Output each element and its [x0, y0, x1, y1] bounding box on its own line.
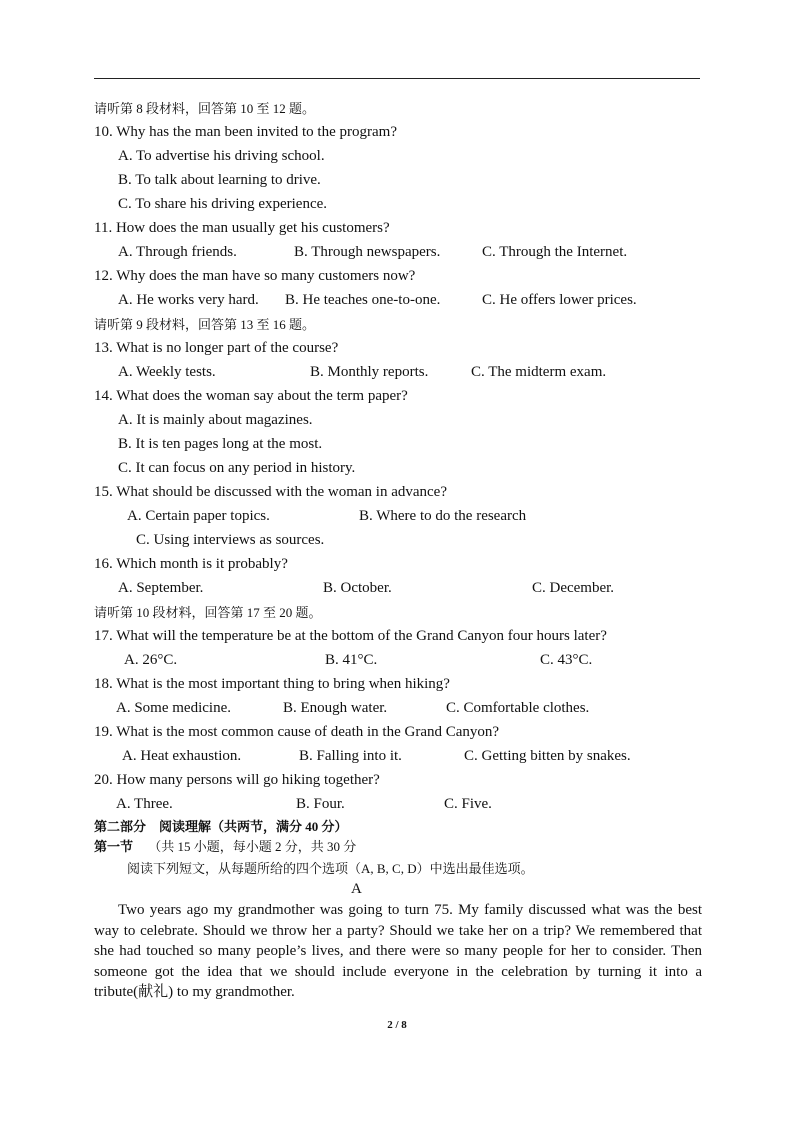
section-one-description: （共 15 小题，每小题 2 分，共 30 分 — [148, 839, 357, 854]
question-10-option-a: A. To advertise his driving school. — [118, 148, 325, 164]
question-15-option-c: C. Using interviews as sources. — [136, 532, 325, 548]
question-12-option-c: C. He offers lower prices. — [482, 292, 637, 308]
question-20-option-a: A. Three. — [116, 796, 173, 812]
question-11-option-b: B. Through newspapers. — [294, 244, 441, 260]
question-10-option-c: C. To share his driving experience. — [118, 196, 328, 212]
question-18-option-c: C. Comfortable clothes. — [446, 700, 590, 716]
question-17-option-b: B. 41°C. — [325, 652, 378, 668]
question-18-option-b: B. Enough water. — [283, 700, 388, 716]
header-rule — [94, 78, 700, 79]
question-20-option-b: B. Four. — [296, 796, 345, 812]
question-11-option-c: C. Through the Internet. — [482, 244, 628, 260]
question-20-stem: 20. How many persons will go hiking together? — [94, 772, 380, 788]
question-19-option-c: C. Getting bitten by snakes. — [464, 748, 631, 764]
passage-letter: A — [351, 881, 362, 897]
question-16-option-c: C. December. — [532, 580, 615, 596]
section-one-label: 第一节 — [94, 839, 134, 854]
question-15-option-b: B. Where to do the research — [359, 508, 527, 524]
question-12-option-b: B. He teaches one-to-one. — [285, 292, 441, 308]
question-10-option-b: B. To talk about learning to drive. — [118, 172, 321, 188]
instruction-9: 请听第 9 段材料，回答第 13 至 16 题。 — [94, 317, 316, 332]
question-19-option-b: B. Falling into it. — [299, 748, 402, 764]
question-20-option-c: C. Five. — [444, 796, 492, 812]
question-15-option-a: A. Certain paper topics. — [127, 508, 270, 524]
question-13-option-c: C. The midterm exam. — [471, 364, 607, 380]
reading-instruction: 阅读下列短文，从每题所给的四个选项（A, B, C, D）中选出最佳选项。 — [127, 861, 534, 876]
question-16-option-a: A. September. — [118, 580, 204, 596]
question-19-stem: 19. What is the most common cause of death in the Grand Canyon? — [94, 724, 500, 740]
instruction-10: 请听第 10 段材料，回答第 17 至 20 题。 — [94, 605, 322, 620]
question-17-stem: 17. What will the temperature be at the bottom of the Grand Canyon four hours later? — [94, 628, 607, 644]
question-16-stem: 16. Which month is it probably? — [94, 556, 288, 572]
question-12-option-a: A. He works very hard. — [118, 292, 259, 308]
passage-a-paragraph: Two years ago my grandmother was going to turn 75. My family discussed what was the best way to celebrate. Should we throw her a party? Should we take her on a trip? We remembered that she had touched so many people’s lives, and there were so many people for her to consider. Then someone got the idea that we should include everyone in the celebration by turning it into a tribute(献礼) to my grandmother. — [94, 902, 702, 1000]
question-12-stem: 12. Why does the man have so many customers now? — [94, 268, 416, 284]
question-11-option-a: A. Through friends. — [118, 244, 237, 260]
question-19-option-a: A. Heat exhaustion. — [122, 748, 242, 764]
part-two-title: 第二部分 阅读理解（共两节，满分 40 分） — [94, 819, 348, 834]
question-13-option-b: B. Monthly reports. — [310, 364, 429, 380]
question-14-option-a: A. It is mainly about magazines. — [118, 412, 313, 428]
question-15-stem: 15. What should be discussed with the woman in advance? — [94, 484, 447, 500]
question-18-stem: 18. What is the most important thing to bring when hiking? — [94, 676, 450, 692]
question-17-option-c: C. 43°C. — [540, 652, 593, 668]
page-number: 2 / 8 — [387, 1019, 407, 1031]
instruction-8: 请听第 8 段材料，回答第 10 至 12 题。 — [94, 101, 316, 116]
question-11-stem: 11. How does the man usually get his customers? — [94, 220, 390, 236]
question-13-option-a: A. Weekly tests. — [118, 364, 216, 380]
question-16-option-b: B. October. — [323, 580, 392, 596]
question-18-option-a: A. Some medicine. — [116, 700, 231, 716]
section-one-heading — [94, 838, 356, 856]
question-14-option-c: C. It can focus on any period in history. — [118, 460, 356, 476]
question-17-option-a: A. 26°C. — [124, 652, 178, 668]
question-14-stem: 14. What does the woman say about the term paper? — [94, 388, 408, 404]
question-14-option-b: B. It is ten pages long at the most. — [118, 436, 323, 452]
question-13-stem: 13. What is no longer part of the course? — [94, 340, 339, 356]
question-10-stem: 10. Why has the man been invited to the program? — [94, 124, 397, 140]
